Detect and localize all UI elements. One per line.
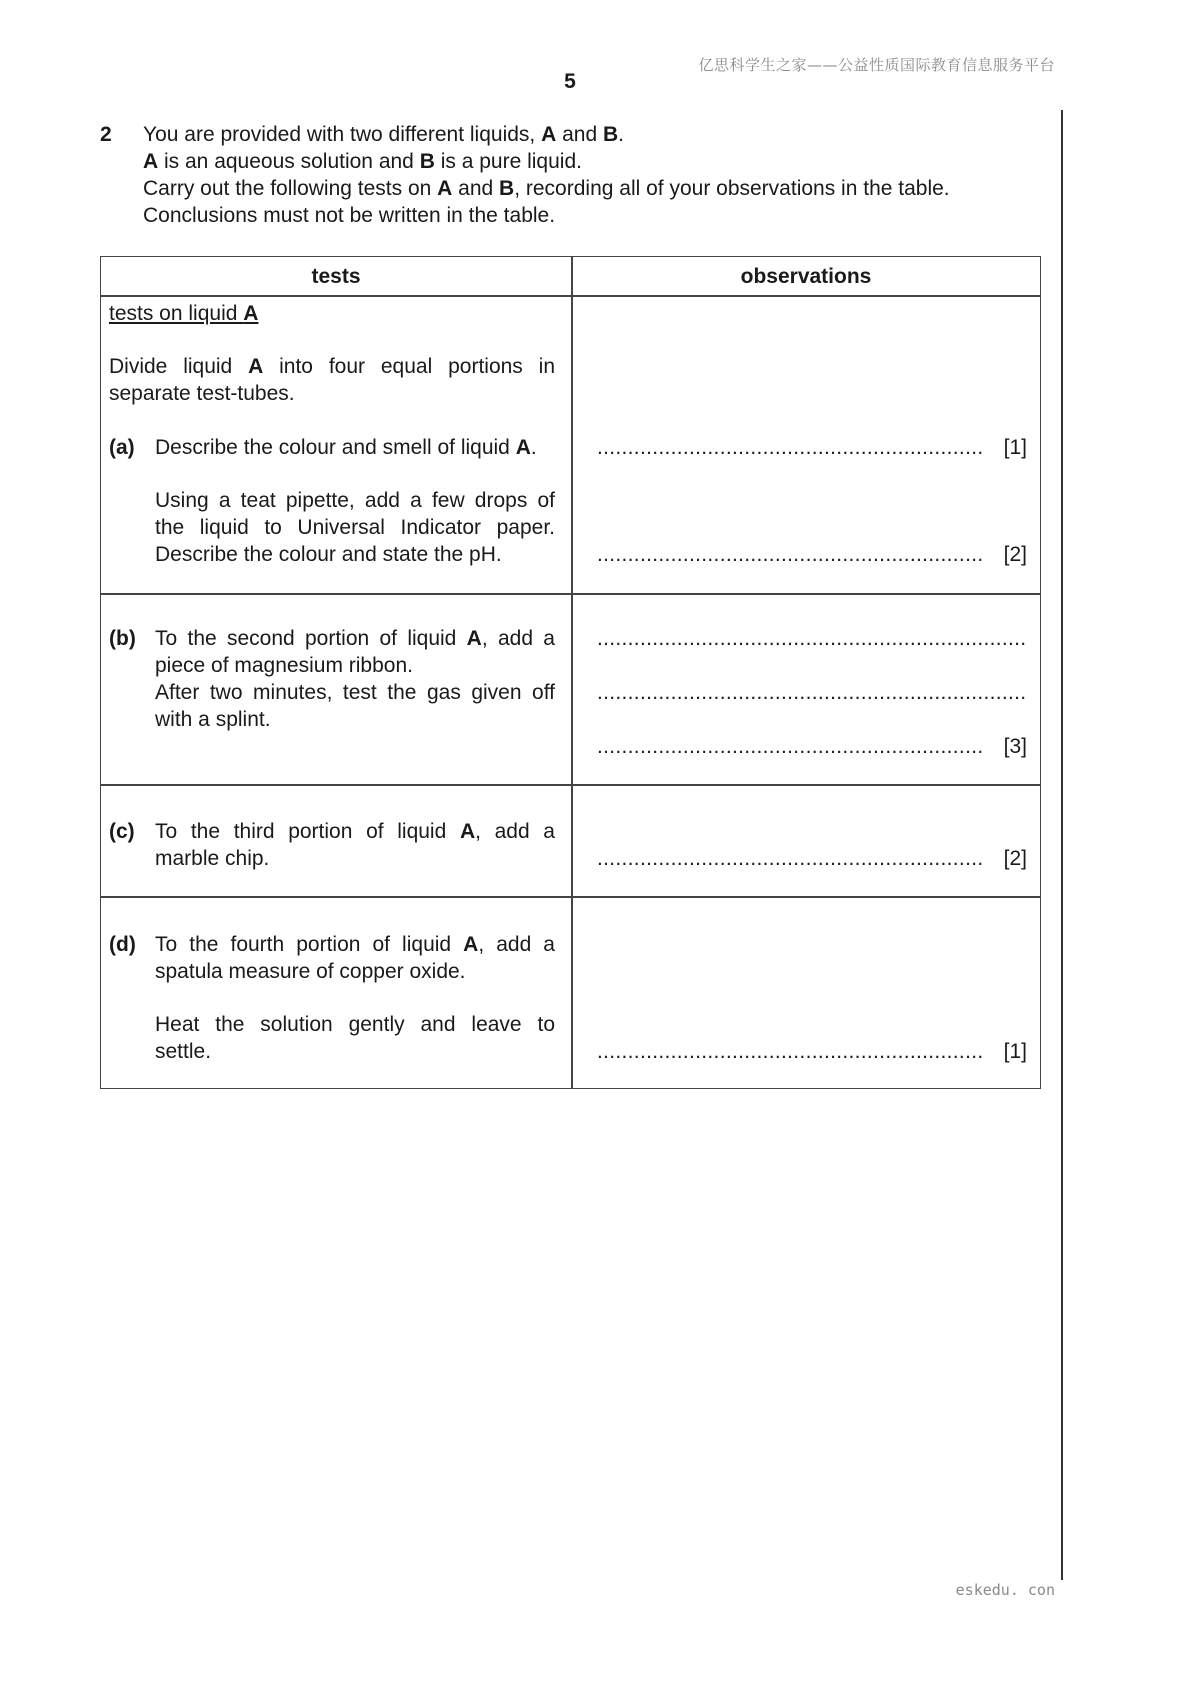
row-divider-c bbox=[101, 896, 1040, 898]
part-c-label: (c) bbox=[109, 820, 135, 843]
question-stem bbox=[143, 121, 950, 229]
tests-on-liquid-heading: tests on liquid A bbox=[109, 302, 259, 325]
part-a-text-2: Using a teat pipette, add a few drops of the liquid to Universal Indicator paper. Describe the colour and state the pH. bbox=[155, 489, 555, 566]
column-divider bbox=[571, 257, 573, 1088]
stem-line-1: You are provided with two different liquids, A and B. bbox=[143, 123, 624, 146]
header-observations: observations bbox=[740, 265, 872, 288]
stem-line-2: A is an aqueous solution and B is a pure liquid. bbox=[143, 150, 582, 173]
part-c-text: To the third portion of liquid A, add a marble chip. bbox=[155, 820, 555, 870]
tests-observations-table bbox=[100, 256, 1041, 1089]
divide-instruction: Divide liquid A into four equal portions in separate test-tubes. bbox=[109, 355, 555, 405]
header-tests: tests bbox=[311, 265, 361, 288]
answer-line-b1[interactable]: ...................................................................... bbox=[597, 627, 1027, 650]
mark-a2: [2] bbox=[1003, 543, 1027, 566]
question-number: 2 bbox=[100, 123, 112, 146]
header-watermark: 亿思科学生之家——公益性质国际教育信息服务平台 bbox=[698, 56, 1055, 74]
mark-d: [1] bbox=[1003, 1040, 1027, 1063]
part-b-text-1: To the second portion of liquid A, add a piece of magnesium ribbon. bbox=[155, 627, 555, 677]
answer-line-a1[interactable]: ............................................................... bbox=[597, 436, 984, 459]
stem-line-4: Conclusions must not be written in the table. bbox=[143, 204, 556, 227]
footer-watermark: eskedu. con bbox=[955, 1581, 1055, 1599]
margin-rule bbox=[1061, 110, 1063, 1580]
part-d-text-1: To the fourth portion of liquid A, add a spatula measure of copper oxide. bbox=[155, 933, 555, 983]
mark-c: [2] bbox=[1003, 847, 1027, 870]
stem-line-3: Carry out the following tests on A and B, recording all of your observations in the table. bbox=[143, 177, 950, 200]
answer-line-d[interactable]: ............................................................... bbox=[597, 1040, 984, 1063]
part-d-label: (d) bbox=[109, 933, 136, 956]
part-b-text-2: After two minutes, test the gas given off with a splint. bbox=[155, 681, 555, 731]
page-number: 5 bbox=[564, 70, 576, 93]
answer-line-b2[interactable]: ...................................................................... bbox=[597, 681, 1027, 704]
part-d-text-2: Heat the solution gently and leave to settle. bbox=[155, 1013, 555, 1063]
answer-line-c[interactable]: ............................................................... bbox=[597, 847, 984, 870]
part-a-text-1: Describe the colour and smell of liquid A. bbox=[155, 436, 537, 459]
mark-b: [3] bbox=[1003, 735, 1027, 758]
answer-line-a2[interactable]: ............................................................... bbox=[597, 543, 984, 566]
answer-line-b3[interactable]: ............................................................... bbox=[597, 735, 984, 758]
part-b-label: (b) bbox=[109, 627, 136, 650]
part-a-label: (a) bbox=[109, 436, 135, 459]
row-divider-a bbox=[101, 593, 1040, 595]
mark-a1: [1] bbox=[1003, 436, 1027, 459]
row-divider-b bbox=[101, 784, 1040, 786]
